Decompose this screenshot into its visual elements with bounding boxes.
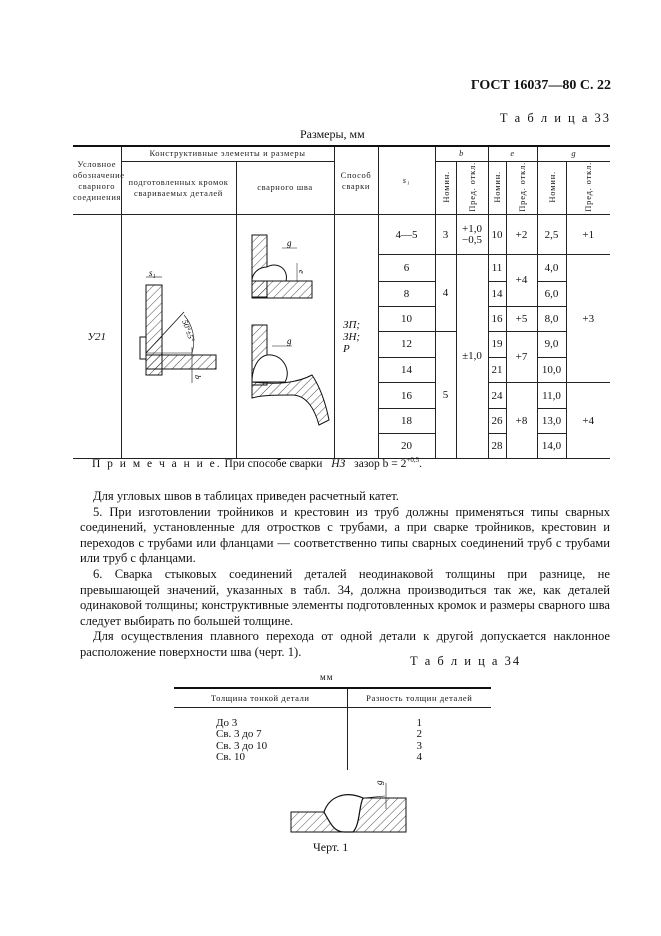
header-b-nom: Номин. [440,170,451,203]
table34-difference: 3 [416,739,422,752]
note-lead: П р и м е ч а н и е. [92,457,222,470]
figure-caption: Черт. 1 [313,840,349,854]
svg-text:b: b [192,375,202,380]
g-nom-cell: 14,0 [537,434,566,459]
b-dev-cell: +1,0 −0,5 [456,215,488,255]
g-nom-cell: 9,0 [537,331,566,357]
g-nom-cell: 4,0 [537,255,566,281]
paragraph: Для осуществления плавного перехода от одной детали к другой допускается наклонное расположение поверхности шва (черт. 1). [80,629,610,659]
header-e-nom: Номин. [492,170,503,203]
paragraph: Для угловых швов в таблицах приведен расчетный катет. [93,489,399,503]
header-g-dev: Пред. откл. [583,161,594,212]
g-nom-cell: 11,0 [537,382,566,408]
e-nom-cell: 26 [488,409,506,434]
g-nom-cell: 2,5 [537,215,566,255]
paragraph: 6. Сварка стыковых соединений деталей неодинаковой толщины при разнице, не превышающей значений, указанных в табл. 34, должна производиться так же, как деталей одинаковой толщины; конструктивные элементы подготовленных кромок и размеры сварного шва следует выбирать по большей толщине. [80,566,610,628]
prepared-edges-cell [121,215,236,459]
e-nom-cell: 14 [488,281,506,306]
g-nom-cell: 13,0 [537,409,566,434]
e-dev-cell: +8 [506,382,537,458]
e-nom-cell: 24 [488,382,506,408]
table34-difference: 4 [416,751,422,763]
e-nom-cell: 16 [488,306,506,331]
header-e-dev: Пред. откл. [516,161,527,212]
body-text [80,489,610,661]
g-dev-cell: +1 [566,215,610,255]
note-sup: +0,5 [406,456,420,464]
header-method: Способ сварки [334,146,378,215]
svg-text:g: g [286,238,291,249]
table-34 [174,687,491,770]
table34-units: мм [320,672,334,682]
b-nom-cell: 5 [435,331,456,459]
e-dev-cell: +2 [506,215,537,255]
weld-drawing-cell [236,215,334,459]
note-text: При способе сварки [224,457,323,470]
header-weld: сварного шва [236,161,334,215]
g-nom-cell: 10,0 [537,357,566,382]
table34-caption: Т а б л и ц а 34 [410,654,522,668]
g-dev-cell: +3 [566,255,610,383]
b-nom-cell: 3 [435,215,456,255]
weld-drawing [237,215,335,455]
table-row [73,215,610,255]
page-header: ГОСТ 16037—80 С. 22 [470,78,611,93]
designation: У21 [87,330,106,343]
table33-units: Размеры, мм [300,127,365,141]
header-b-dev: Пред. откл. [467,161,477,212]
svg-text:e: e [296,270,306,274]
figure-g-label: g [374,780,384,785]
e-nom-cell: 28 [488,434,506,459]
welding-method: ЗП; ЗН; Р [343,318,361,355]
s1-cell: 16 [378,382,435,408]
prepared-edges-drawing [122,215,237,455]
figure-1-drawing [285,775,415,835]
svg-text:s₁: s₁ [148,268,156,279]
table34-header-difference: Разность толщин деталей [347,688,491,707]
s1-cell: 12 [378,331,435,357]
e-dev-cell: +5 [506,306,537,331]
table34-thickness: Св. 3 до 10 [216,739,268,752]
header-g-nom: Номин. [546,170,557,203]
header-e: e [488,146,537,161]
table34-difference: 2 [416,728,422,740]
table34-thickness: Св. 10 [216,751,246,763]
g-nom-cell: 8,0 [537,306,566,331]
note-method: НЗ [331,457,346,470]
b-nom-cell: 4 [435,255,456,331]
s1-cell: 18 [378,409,435,434]
e-dev-cell: +4 [506,255,537,306]
note-end: . [419,457,422,470]
svg-text:g: g [286,336,291,347]
header-g: g [537,146,610,161]
header-elements: Конструктивные элементы и размеры [121,146,334,161]
table34-thickness: Св. 3 до 7 [216,728,262,740]
e-nom-cell: 11 [488,255,506,281]
e-nom-cell: 10 [488,215,506,255]
header-prepared: подготовленных кромок свариваемых деталей [121,161,236,215]
s1-cell: 10 [378,306,435,331]
e-nom-cell: 19 [488,331,506,357]
table33-caption: Т а б л и ц а 33 [499,111,611,125]
designation-cell [73,215,121,459]
b-dev-cell: ±1,0 [456,255,488,459]
method-cell [334,215,378,459]
header-designation: Условное обозначение сварного соединения [73,146,121,215]
note-gap: зазор b = 2 [354,457,407,470]
table-33 [73,145,610,459]
header-b: b [435,146,488,161]
table33-note [92,456,422,470]
header-s1: s₁ [378,146,435,215]
table34-header-thickness: Толщина тонкой детали [174,688,347,707]
s1-cell: 4—5 [378,215,435,255]
s1-cell: 8 [378,281,435,306]
s1-cell: 14 [378,357,435,382]
e-nom-cell: 21 [488,357,506,382]
paragraph: 5. При изготовлении тройников и крестовин из труб должны применяться типы сварных соединений, установленные для отростков с трубами, а при сварке тройников, крестовин и переходов с трубами или фланцами — соответственно типы сварных соединений труб с трубами или труб с фланцами. [80,504,610,566]
table34-difference: 1 [416,716,422,729]
e-dev-cell: +7 [506,331,537,382]
svg-text:50°±5°: 50°±5° [179,318,196,344]
g-nom-cell: 6,0 [537,281,566,306]
g-dev-cell: +4 [566,382,610,458]
table34-thickness: До 3 [216,716,238,729]
s1-cell: 20 [378,434,435,459]
s1-cell: 6 [378,255,435,281]
